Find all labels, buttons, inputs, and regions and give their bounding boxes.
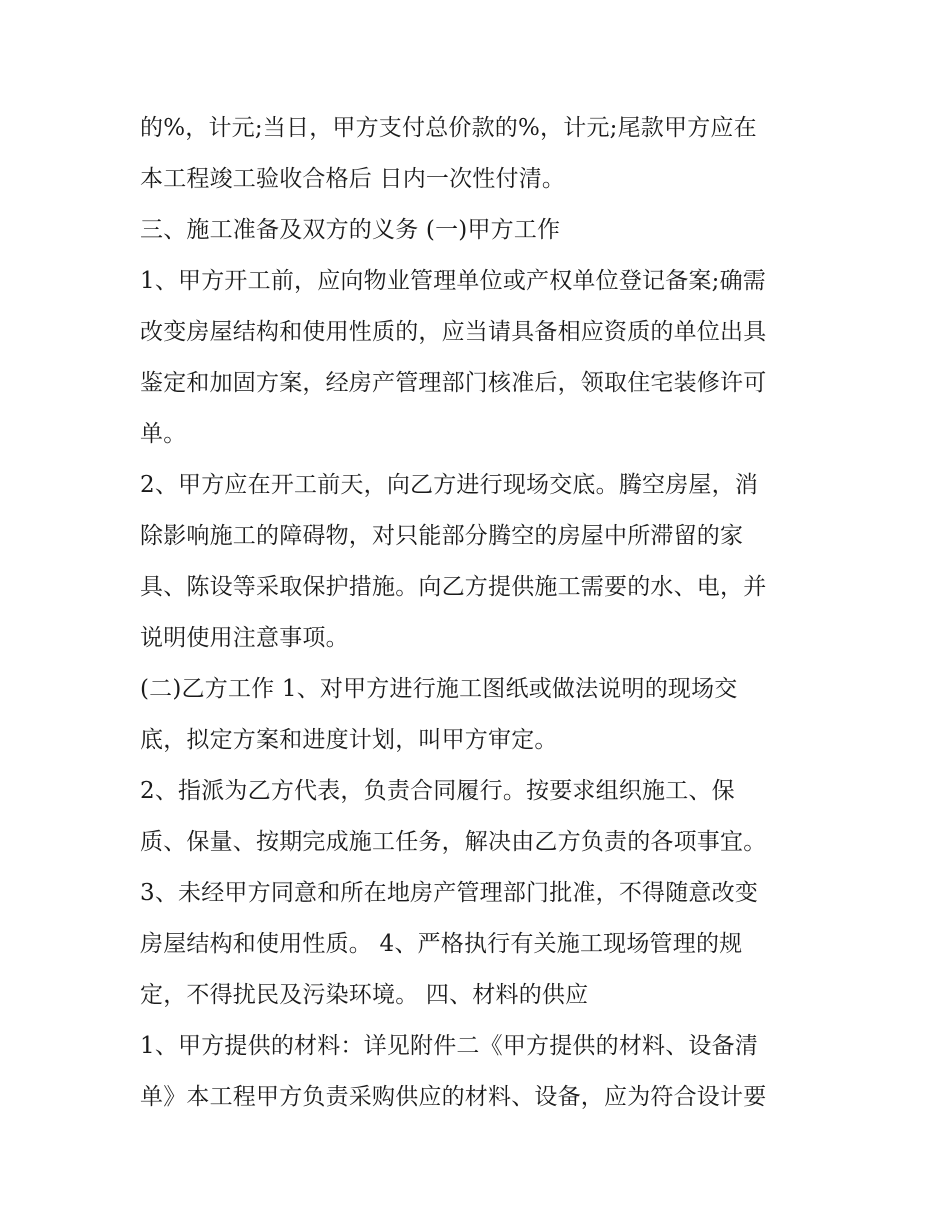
text-line: 的%，计元;当日，甲方支付总价款的%，计元;尾款甲方应在 (140, 115, 757, 141)
text-line: 定，不得扰民及污染环境。 四、材料的供应 (140, 982, 589, 1008)
text-line: 3、未经甲方同意和所在地房产管理部门批准，不得随意改变 (140, 880, 759, 906)
text-line: 2、指派为乙方代表，负责合同履行。按要求组织施工、保 (140, 778, 735, 804)
text-line: 房屋结构和使用性质。 4、严格执行有关施工现场管理的规 (140, 931, 743, 957)
document-body (140, 103, 820, 1123)
text-line: 2、甲方应在开工前天，向乙方进行现场交底。腾空房屋，消 (140, 472, 759, 498)
text-line: (二)乙方工作 1、对甲方进行施工图纸或做法说明的现场交 (140, 676, 738, 702)
text-line: 1、甲方提供的材料：详见附件二《甲方提供的材料、设备清 (140, 1033, 759, 1059)
text-line: 具、陈设等采取保护措施。向乙方提供施工需要的水、电，并 (140, 574, 767, 600)
section-heading: 三、施工准备及双方的义务 (一)甲方工作 (140, 217, 561, 243)
text-line: 底，拟定方案和进度计划，叫甲方审定。 (140, 727, 558, 753)
text-line: 改变房屋结构和使用性质的，应当请具备相应资质的单位出具 (140, 319, 767, 345)
text-line: 质、保量、按期完成施工任务，解决由乙方负责的各项事宜。 (140, 829, 767, 855)
text-line: 1、甲方开工前，应向物业管理单位或产权单位登记备案;确需 (140, 268, 766, 294)
text-line: 单。 (140, 421, 187, 447)
text-line: 单》本工程甲方负责采购供应的材料、设备，应为符合设计要 (140, 1084, 767, 1110)
text-line: 除影响施工的障碍物，对只能部分腾空的房屋中所滞留的家 (140, 523, 744, 549)
text-line: 鉴定和加固方案，经房产管理部门核准后，领取住宅装修许可 (140, 370, 767, 396)
text-line: 说明使用注意事项。 (140, 625, 349, 651)
text-line: 本工程竣工验收合格后 日内一次性付清。 (140, 166, 566, 192)
